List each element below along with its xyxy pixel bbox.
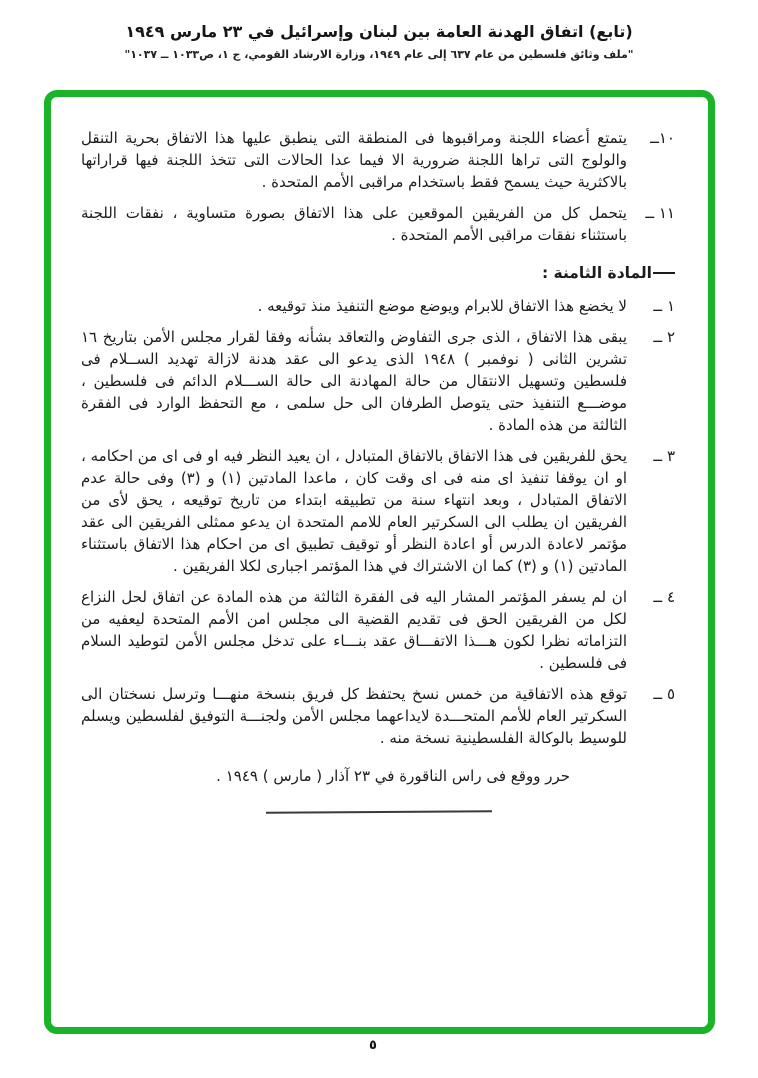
page-number: ٥ [369, 1038, 377, 1053]
heading-dash-artifact [653, 272, 675, 274]
end-divider-line [266, 810, 492, 814]
clause-number: ٢ ــ [653, 328, 675, 346]
article8-clause-5 [81, 683, 675, 749]
clause-number: ٤ ــ [653, 588, 675, 606]
clause-number: ٥ ــ [653, 685, 675, 703]
clause-text: يتمتع أعضاء اللجنة ومراقبوها فى المنطقة التى ينطبق عليها هذا الاتفاق بحرية التنقل والولوج التى تراها اللجنة ضرورية الا فيما عدا الحالات التى تتخذ اللجنة فيها قراراتها بالاكثرية حيث يسمح فقط باستخدام مراقبى الأمم المتحدة . [81, 129, 627, 191]
section-heading-article-eight [81, 262, 675, 284]
clause-text: ان لم يسفر المؤتمر المشار اليه فى الفقرة الثالثة من هذه المادة عن اتفاق لحل النزاع لكل من الفريقين الحق فى تقديم القضية الى مجلس امن الأمم المتحدة ليعفيه من التزاماته نظرا لكون هـــذا الاتفـــاق عقد بنـــاء على تدخل مجلس الأمن لتوطيد السلام فى فلسطين . [81, 588, 627, 672]
article8-clause-2 [81, 326, 675, 436]
green-highlight-frame [44, 90, 715, 1034]
document-title: (تابع) اتفاق الهدنة العامة بين لبنان وإسرائيل في ٢٣ مارس ١٩٤٩ [125, 22, 633, 41]
document-header [0, 22, 758, 61]
signing-statement: حرر ووقع فى راس الناقورة في ٢٣ آذار ( مارس ) ١٩٤٩ . [216, 767, 570, 785]
clause-number: ١ ــ [653, 297, 675, 315]
clause-11 [81, 202, 675, 246]
clause-text: يبقى هذا الاتفاق ، الذى جرى التفاوض والتعاقد بشأنه وفقا لقرار مجلس الأمن بتاريخ ١٦ تشرين الثانى ( نوفمبر ) ١٩٤٨ الذى يدعو الى عقد هدنة لازالة تهديد الســلام فى فلسطين وتسهيل الانتقال من حالة المهادنة الى حالة الســـلام الدائم فى فلسطين ، موضـــع التنفيذ حتى يتوصل الطرفان الى حل سلمى ، مع التحفظ الوارد فى الفقرة الثالثة من هذه المادة . [81, 328, 627, 434]
clause-text: يحق للفريقين فى هذا الاتفاق بالاتفاق المتبادل ، ان يعيد النظر فيه او فى اى من احكامه ، او ان يوقفا تنفيذ اى منه فى اى وقت كان ، ماعدا المادتين (١) و (٣) وفى حالة عدم الاتفاق المتبادل ، وبعد انتهاء سنة من تطبيقه ابتداء من تاريخ توقيعه ، يحق لأى من الفريقين ان يطلب الى السكرتير العام للامم المتحدة ان يدعو ممثلى الفريقين الى عقد مؤتمر لاعادة الدرس أو اعادة النظر أو توقيف تطبيق اى من احكام هذا الاتفاق باستثناء المادتين (١) و (٣) كما ان الاشتراك في هذا المؤتمر اجبارى لكلا الفريقين . [81, 447, 627, 575]
clause-10 [81, 127, 675, 193]
section-heading-label: المادة الثامنة : [541, 264, 652, 282]
article8-clause-4 [81, 586, 675, 674]
clause-number: ٣ ــ [653, 447, 675, 465]
clause-text: يتحمل كل من الفريقين الموقعين على هذا الاتفاق بصورة متساوية ، نفقات اللجنة باستثناء نفقات مراقبى الأمم المتحدة . [81, 204, 627, 244]
clause-number: ١١ ــ [645, 204, 675, 222]
document-body [51, 97, 708, 813]
clause-number: ١٠ــ [650, 129, 675, 147]
clause-text: توقع هذه الاتفاقية من خمس نسخ يحتفظ كل فريق بنسخة منهـــا وترسل نسختان الى السكرتير العام للأمم المتحـــدة لايداعهما مجلس الأمن ولجنـــة التوفيق لفلسطين ويسلم للوسيط بالوكالة الفلسطينية نسخة منه . [81, 685, 627, 747]
clause-text: لا يخضع هذا الاتفاق للابرام ويوضع موضع التنفيذ منذ توقيعه . [257, 297, 627, 315]
document-source-citation: "ملف وثائق فلسطين من عام ٦٣٧ إلى عام ١٩٤٩، وزارة الارشاد القومي، ج ١، ص١٠٣٣ ــ ١٠٣٧" [124, 48, 634, 61]
article8-clause-3 [81, 445, 675, 577]
article8-clause-1 [81, 295, 675, 317]
